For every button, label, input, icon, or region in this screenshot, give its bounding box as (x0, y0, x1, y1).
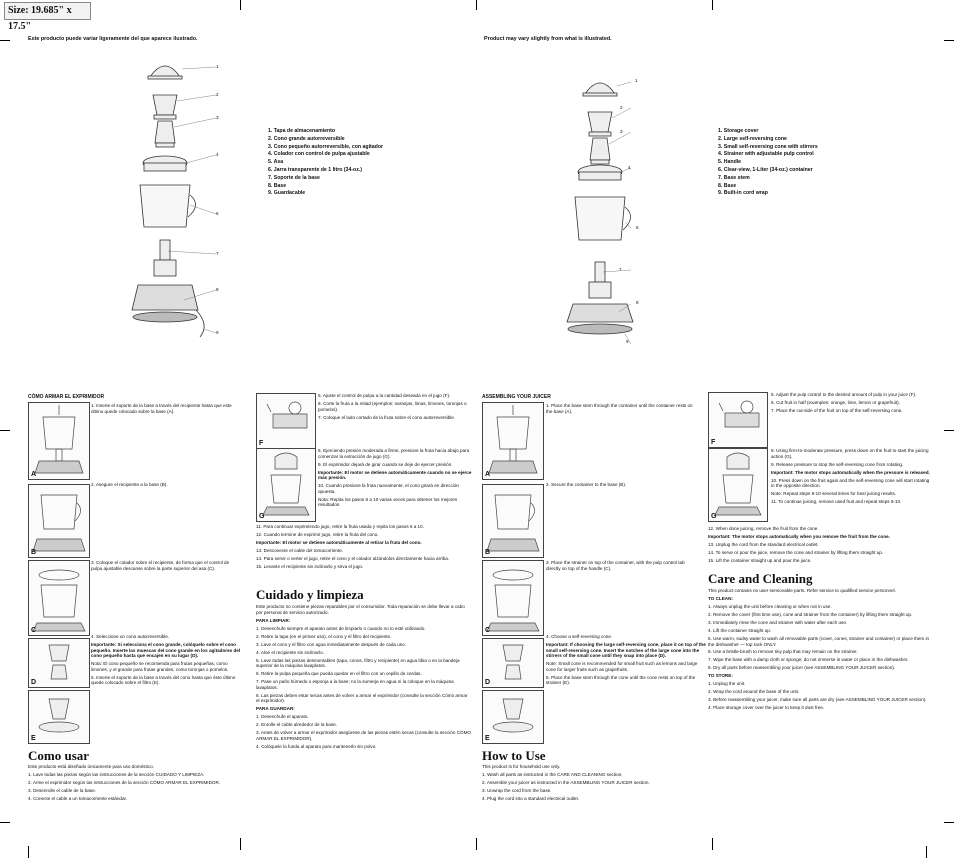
parts-item: 8. Base (718, 182, 737, 189)
figure-box-f (708, 392, 768, 448)
usage-step: 1. Lave todas las piezas según las instrucciones de la sección CUIDADO Y LIMPIEZA. (28, 771, 205, 777)
usage-step: 13. Desconecte el cable del tomacorriente. (256, 547, 344, 553)
en-assembly-step-1: 1. Place the base stem through the container until the container rests on the base (A). (546, 403, 693, 414)
es-assembly-step-4 (91, 634, 241, 688)
important-text: Important: The motor stops automatically when you remove the fruit from the cone. (708, 533, 890, 539)
size-label: Size: 19.685" x 17.5" (4, 2, 91, 20)
usage-step: 5. Adjust the pulp control to the desired amount of pulp in your juice (F). (771, 392, 917, 397)
figure-box-e (482, 690, 544, 744)
clean-step: 5. Use warm, sudsy water to wash all removable parts (cover, cones, strainer and container) or place them in the dishwasher — top rack ONLY. (708, 635, 930, 647)
crop-mark (28, 846, 29, 858)
clean-step: 5. Lave todas las piezas desmontables (tapa, conos, filtro y recipiente) en agua tibia o en la bandeja superior de la máquina lavaplatos. (256, 657, 460, 669)
clean-step: 7. Wipe the base with a damp cloth or sponge; do not immerse in water or place in the dishwasher. (708, 657, 909, 663)
parts-item: 5. Asa (268, 159, 284, 166)
en-exploded-diagram (555, 72, 665, 362)
es-parts-list (268, 128, 383, 198)
important-text: Important: The motor stops automatically when the pressure is released. (771, 469, 930, 475)
usage-step: 5. Ajuste el control de pulpa a la cantidad deseada en el jugo (F). (318, 393, 451, 398)
parts-item: 6. Jarra transparente de 1 litro (34-oz.) (268, 166, 362, 173)
store-step: 1. Unplug the unit. (708, 681, 746, 687)
usage-intro: Este producto está diseñado únicamente para uso doméstico. (28, 764, 154, 769)
callout-number: 9 (216, 330, 219, 335)
clean-step: 6. Retire la pulpa pequeña que pueda quedar en el filtro con un cepillo de cerdas. (256, 671, 422, 677)
crop-mark (0, 40, 10, 41)
usage-step: 8. Ejerciendo presión moderada a firme, presione la fruta hacia abajo para comenzar la extracción de jugo (G). (318, 448, 470, 459)
figure-box-b (482, 484, 544, 558)
en-assembly-step-3: 3. Place the strainer on top of the container, with the pulp control tab directly on top of the handle (C). (546, 560, 685, 571)
es-variation-note: Este producto puede variar ligeramente del que aparece ilustrado. (28, 36, 198, 42)
usage-step: 15. Lift the container straight up and pour the juice. (708, 557, 812, 563)
clean-step: 7. Pase un paño húmedo o esponja a la base; no la sumerja en agua ni la coloque en la máquina lavaplatos. (256, 679, 454, 690)
en-usage-body (482, 764, 692, 804)
care-intro: Este producto no contiene piezas reparables por el consumidor. Toda reparación se debe llevar a cabo por personal de servicio autorizado. (256, 604, 465, 615)
crop-mark (712, 838, 713, 850)
parts-item: 6. Clear-view, 1-Liter (34-oz.) container (718, 166, 813, 173)
es-usage-body (28, 764, 238, 804)
clean-step: 1. Always unplug the unit before cleaning or when not in use. (708, 603, 832, 609)
usage-step: 3. Unwrap the cord from the base. (482, 787, 552, 793)
es-care-body (256, 604, 472, 752)
parts-item: 5. Handle (718, 159, 742, 166)
figure-box-g (256, 448, 316, 522)
en-usage-cont-3 (708, 526, 930, 566)
usage-step: 13. Unplug the cord from the standard electrical outlet. (708, 541, 819, 547)
en-parts-list (718, 128, 818, 198)
clean-step: 3. Immediately rinse the cone and strainer with water after each use. (708, 619, 848, 625)
note-text: Nota: Repita los pasos 8 a 10 varias veces para obtener los mejores resultados. (318, 496, 458, 508)
es-usage-cont-2 (318, 448, 473, 510)
store-step: 3. Antes de volver a armar el exprimidor asegúrese de las piezas estén secas (consulte la sección CÓMO ARMAR EL EXPRIMIDOR). (256, 730, 471, 741)
en-care-heading: Care and Cleaning (708, 571, 813, 586)
figure-label: A (31, 471, 37, 478)
parts-item: 2. Large self-reversing cone (718, 135, 787, 142)
important-text: Importante: El motor se detiene automáticamente al retirar la fruta del cono. (256, 539, 422, 545)
store-step: 4. Place storage cover over the juicer to keep it dust free. (708, 705, 825, 711)
en-usage-cont-1 (771, 392, 931, 416)
clean-step: 1. Desenchufe siempre el aparato antes de limpiarlo o cuando no lo esté utilizando. (256, 625, 426, 631)
crop-mark (476, 838, 477, 850)
callout-number: 2 (216, 92, 219, 97)
clean-step: 8. Dry all parts before reassembling your juicer (see ASSEMBLING YOUR JUICER section). (708, 665, 896, 671)
store-step: 3. Before reassembling your juicer, make sure all parts are dry (see ASSEMBLING YOUR JUICER section). (708, 697, 927, 703)
note-text: Nota: El cono pequeño se recomienda para frutas pequeñas, como limones, y el grande para frutas grandes, como toronjas o pomelos. (91, 661, 229, 672)
note-text: Note: Small cone is recommended for small fruit such as lemons and large cone for larger fruits such as grapefruits. (546, 661, 698, 672)
es-usage-cont-1 (318, 393, 473, 423)
callout-number: 6 (636, 225, 639, 230)
store-heading: PARA GUARDAR: (256, 706, 295, 712)
parts-item: 4. Colador con control de pulpa ajustable (268, 151, 370, 158)
usage-step: 10. Cuando presione la fruta nuevamente, el cono girará en dirección opuesta. (318, 483, 459, 494)
crop-mark (476, 0, 477, 10)
clean-step: 2. Remove the cover (first time use), cone and strainer from the container) by lifting them straight up. (708, 611, 913, 617)
parts-item: 1. Tapa de almacenamiento (268, 128, 336, 134)
es-assembly-step-1: 1. Inserte el soporte de la base a través del recipiente hasta que este último quede colocado sobre la base (A). (91, 403, 232, 414)
usage-step: 9. El exprimidor dejará de girar cuando se deje de ejercer presión. (318, 461, 453, 467)
figure-label: D (31, 679, 37, 686)
figure-label: B (31, 549, 37, 556)
clean-heading: PARA LIMPIAR: (256, 617, 291, 623)
store-heading: TO STORE: (708, 673, 733, 679)
crop-mark (944, 822, 954, 823)
usage-step: 6. Corte la fruta a la mitad (ejemplos: naranjas, limas, limones, toronjas o pomelos). (318, 400, 467, 412)
crop-mark (944, 40, 954, 41)
callout-number: 8 (636, 300, 639, 305)
callout-number: 6 (216, 211, 219, 216)
clean-step: 4. Lift the container straight up. (708, 627, 772, 633)
parts-item: 4. Strainer with adjustable pulp control (718, 151, 814, 158)
store-step: 2. Wrap the cord around the base of the unit. (708, 689, 800, 695)
callout-number: 4 (628, 165, 631, 170)
crop-mark (240, 838, 241, 850)
care-intro: This product contains no user serviceable parts. Refer service to qualified service personnel. (708, 588, 896, 593)
figure-label: G (711, 513, 717, 520)
parts-item: 1. Storage cover (718, 128, 759, 134)
parts-item: 2. Cono grande autorreversible (268, 135, 345, 142)
usage-step: 4. Plug the cord into a standard electrical outlet. (482, 795, 580, 801)
crop-mark (712, 0, 713, 10)
figure-label: E (31, 735, 36, 742)
callout-number: 4 (216, 152, 219, 157)
store-step: 2. Enrolle el cable alrededor de la base. (256, 722, 337, 728)
callout-number: 1 (216, 64, 219, 69)
callout-number: 9 (626, 339, 629, 344)
parts-item: 3. Small self-reversing cone with stirrers (718, 143, 818, 150)
usage-step: 9. Release pressure to stop the self-reversing cone from rotating. (771, 461, 904, 467)
figure-box-c (28, 560, 90, 636)
callout-number: 7 (216, 251, 219, 256)
parts-item: 8. Base (268, 182, 287, 189)
en-variation-note: Product may vary slightly from what is illustrated. (484, 36, 612, 42)
en-assembly-step-2: 2. Secure the container to the base (B). (546, 482, 627, 487)
usage-step: 12. When done juicing, remove the fruit from the cone. (708, 526, 819, 531)
usage-step: 1. Wash all parts as instructed in the CARE AND CLEANING section. (482, 771, 623, 777)
es-exploded-diagram (120, 55, 230, 345)
figure-box-a (28, 402, 90, 480)
callout-number: 8 (216, 287, 219, 292)
figure-label: F (259, 440, 264, 447)
clean-step: 6. Use a bristle-brush to remove tiny pulp that may remain on the strainer. (708, 649, 858, 655)
store-step: 4. Colóquele la funda al aparato para mantenerlo sin polvo. (256, 743, 377, 749)
figure-label: F (711, 439, 716, 446)
figure-label: E (485, 735, 490, 742)
usage-step: 7. Coloque el lado cortado de la fruta sobre el cono autorreversible. (318, 414, 456, 420)
figure-label: D (485, 679, 491, 686)
usage-step: 15. Levante el recipiente sin inclinarlo y sirva el jugo. (256, 563, 364, 569)
usage-step: 2. Assemble your juicer as instructed in the ASSEMBLING YOUR JUICER section. (482, 779, 650, 785)
es-assembly-step-3: 3. Coloque el colador sobre el recipiente, de forma que el control de pulpa ajustable descanse sobre la parte superior del asa (C). (91, 560, 230, 571)
usage-step: 3. Desenrolle el cable de la base. (28, 787, 96, 793)
figure-label: C (485, 627, 491, 634)
en-usage-heading: How to Use (482, 748, 546, 763)
figure-box-c (482, 560, 544, 636)
usage-intro: This product is for household use only. (482, 764, 561, 769)
es-usage-heading: Como usar (28, 748, 90, 763)
en-care-body (708, 588, 930, 713)
es-care-heading: Cuidado y limpieza (256, 587, 364, 602)
usage-step: 10. Press down on the fruit again and the self-reversing cone will start rotating in the opposite direction. (771, 477, 930, 489)
usage-step: 11. Para continuar exprimiendo jugo, retire la fruta usada y repita los pasos 6 a 10. (256, 524, 424, 529)
step-text: 5. Inserte el soporte de la base a través del cono hasta que éste último quede colocado sobre el filtro (E). (91, 674, 236, 686)
usage-step: 8. Using firm-to-moderate pressure, press down on the fruit to start the juicing action (G). (771, 448, 929, 459)
crop-mark (926, 846, 927, 858)
important-text: Important: If choosing the large self-reversing cone, place it on top of the small self-reversing cone. Insert the notches of the large cone into the stirrers of the small cone until they snap into place (D). (546, 641, 706, 659)
usage-step: 4. Conecte el cable a un tomacorriente estándar. (28, 795, 128, 801)
note-text: Note: Repeat steps 8-10 several times for best juicing results. (771, 491, 897, 497)
parts-item: 9. Built-in cord wrap (718, 190, 768, 197)
figure-label: B (485, 549, 491, 556)
en-assembly-step-4 (546, 634, 706, 688)
callout-number: 7 (619, 267, 622, 272)
crop-mark (0, 430, 10, 431)
figure-box-b (28, 484, 90, 558)
usage-step: 14. Para servir o verter el jugo, retire el cono y el colador alzándolos directamente hacia arriba. (256, 555, 450, 561)
parts-item: 7. Base stem (718, 174, 750, 181)
parts-item: 7. Soporte de la base (268, 174, 320, 181)
es-assembly-heading: CÓMO ARMAR EL EXPRIMIDOR (28, 394, 105, 400)
clean-heading: TO CLEAN: (708, 595, 733, 601)
important-text: Importante: El motor se detiene automáticamente cuando no se ejerce más presión. (318, 469, 472, 481)
clean-step: 8. Las piezas deben estar secas antes de volver a armar el exprimidor (consulte la sección Cómo armar el exprimidor). (256, 692, 468, 704)
figure-box-d (28, 638, 90, 688)
clean-step: 2. Retire la tapa (en el primer uso), el cono y el filtro del recipiente. (256, 633, 392, 639)
usage-step: 12. Cuando termine de exprimir jugo, retire la fruta del cono. (256, 531, 379, 537)
callout-number: 3 (216, 115, 219, 120)
figure-box-f (256, 393, 316, 449)
es-assembly-step-2: 2. Asegure el recipiente a la base (B). (91, 482, 168, 487)
crop-mark (240, 0, 241, 10)
step-text: 5. Place the base stem through the cone until the cone rests on top of the strainer (E). (546, 674, 696, 686)
figure-box-g (708, 448, 768, 522)
callout-number: 1 (635, 78, 638, 83)
callout-number: 3 (620, 129, 623, 134)
important-text: Importante: Si selecciona el cono grande, colóquelo sobre el cono pequeño. Inserte las muescas del cono grande en los agitadores del cono pequeño hasta que encajen en su lugar (D). (91, 641, 241, 659)
figure-box-d (482, 638, 544, 688)
parts-item: 3. Cono pequeño autorreversible, con agitador (268, 143, 384, 150)
usage-step: 11. To continue juicing, remove used fruit and repeat steps 6-10. (771, 499, 902, 505)
clean-step: 4. Aloe el recipiente sin inclinarlo. (256, 649, 324, 655)
figure-label: G (259, 513, 265, 520)
step-text: 4. Seleccione un cono autorreversible. (91, 634, 170, 639)
usage-step: 14. To serve or pour the juice, remove the cone and strainer by lifting them straight up. (708, 549, 884, 555)
parts-item: 9. Guardacable (268, 190, 306, 197)
usage-step: 6. Cut fruit in half (examples: orange, lime, lemon or grapefruit). (771, 399, 900, 405)
callout-number: 2 (620, 105, 623, 110)
crop-mark (0, 822, 10, 823)
clean-step: 3. Lave el cono y el filtro con agua inmediatamente después de cada uso. (256, 641, 406, 647)
es-usage-cont-3 (256, 524, 472, 572)
figure-box-a (482, 402, 544, 480)
figure-label: A (485, 471, 491, 478)
crop-mark (944, 430, 954, 431)
step-text: 4. Choose a self-reversing cone. (546, 634, 613, 639)
usage-step: 2. Arme el exprimidor según las instrucciones de la sección CÓMO ARMAR EL EXPRIMIDOR. (28, 779, 221, 785)
usage-step: 7. Place the cut-side of the fruit on top of the self-reversing cone. (771, 407, 903, 413)
figure-label: C (31, 627, 37, 634)
figure-box-e (28, 690, 90, 744)
store-step: 1. Desenchufe el aparato. (256, 714, 309, 720)
en-usage-cont-2 (771, 448, 931, 507)
en-assembly-heading: ASSEMBLING YOUR JUICER (482, 394, 551, 400)
